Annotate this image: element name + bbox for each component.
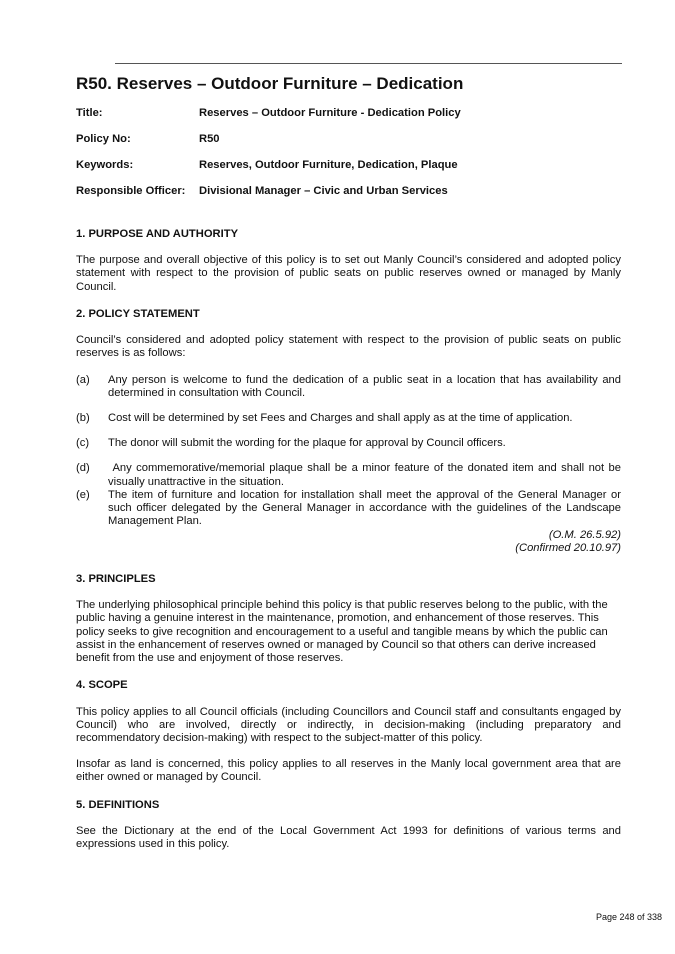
section-heading-scope: 4. SCOPE — [76, 679, 128, 692]
scope-paragraph-1: This policy applies to all Council officials (including Councillors and Council staff and consultants engaged by Council) who are involved, directly or indirectly, in decision-making (including preparatory and recommendatory decision-making) with respect to the subject-matter of this policy. — [76, 705, 621, 744]
list-text: Cost will be determined by set Fees and Charges and shall apply as at the time of application. — [108, 412, 573, 425]
meta-row-responsible-officer — [76, 185, 621, 211]
principles-paragraph: The underlying philosophical principle behind this policy is that public reserves belong to the public, with the public having a genuine interest in the maintenance, promotion, and enhancement of those reserves. This policy seeks to give recognition and encouragement to a useful and tangible means by which the public can assist in the enhancement of reserves owned or managed by Council so that others can derive increased benefit from the use and enjoyment of those reserves. — [76, 599, 608, 665]
list-text: Any commemorative/memorial plaque shall be a minor feature of the donated item and shall not be visually unattractive in the situation. — [108, 462, 625, 488]
policy-heading: R50. Reserves – Outdoor Furniture – Dedication — [76, 74, 464, 93]
header-rule — [115, 63, 622, 64]
list-text: The donor will submit the wording for the plaque for approval by Council officers. — [108, 437, 506, 450]
meta-value: R50 — [199, 133, 220, 146]
meta-label: Policy No: — [76, 133, 131, 146]
list-marker: (d) — [76, 462, 90, 475]
meta-label: Keywords: — [76, 159, 134, 172]
section-heading-principles: 3. PRINCIPLES — [76, 572, 156, 585]
purpose-paragraph: The purpose and overall objective of this policy is to set out Manly Council’s considered and adopted policy statement with respect to the provision of public seats on public reserves owned or managed by Manly Council. — [76, 254, 621, 293]
section-heading-policy-statement: 2. POLICY STATEMENT — [76, 307, 200, 320]
policy-metadata — [76, 107, 621, 211]
list-marker: (c) — [76, 437, 90, 450]
document-page — [76, 74, 625, 851]
list-item — [76, 462, 625, 488]
meta-label: Title: — [76, 107, 103, 120]
section-heading-definitions: 5. DEFINITIONS — [76, 798, 160, 811]
list-item — [76, 489, 621, 529]
scope-paragraph-2: Insofar as land is concerned, this policy applies to all reserves in the Manly local government area that are either owned or managed by Council. — [76, 758, 621, 784]
policy-statement-list — [76, 373, 625, 529]
section-heading-purpose: 1. PURPOSE AND AUTHORITY — [76, 228, 239, 241]
list-item — [76, 374, 621, 400]
minute-reference: (O.M. 26.5.92) — [548, 528, 621, 541]
meta-label: Responsible Officer: — [76, 185, 186, 198]
meta-row-keywords — [76, 159, 621, 185]
list-marker: (b) — [76, 412, 90, 425]
list-marker: (a) — [76, 373, 90, 386]
policy-statement-intro: Council’s considered and adopted policy statement with respect to the provision of public seats on public reserves is as follows: — [76, 334, 621, 360]
list-text: The item of furniture and location for installation shall meet the approval of the General Manager or such officer delegated by the General Manager in accordance with the guidelines of the Landscape Management Plan. — [108, 488, 621, 528]
meta-row-title — [76, 107, 621, 133]
meta-value: Reserves, Outdoor Furniture, Dedication, Plaque — [199, 159, 458, 172]
meta-value: Reserves – Outdoor Furniture - Dedication Policy — [199, 107, 461, 120]
definitions-paragraph: See the Dictionary at the end of the Local Government Act 1993 for definitions of various terms and expressions used in this policy. — [76, 824, 621, 851]
confirmation-reference: (Confirmed 20.10.97) — [515, 541, 621, 554]
meta-value: Divisional Manager – Civic and Urban Services — [199, 185, 448, 198]
meta-row-policy-no — [76, 133, 621, 159]
list-text: Any person is welcome to fund the dedication of a public seat in a location that has availability and determined in consultation with Council. — [108, 373, 621, 399]
list-item — [76, 412, 621, 425]
page-number: Page 248 of 338 — [595, 912, 662, 922]
list-item — [76, 437, 621, 450]
list-marker: (e) — [76, 488, 90, 501]
